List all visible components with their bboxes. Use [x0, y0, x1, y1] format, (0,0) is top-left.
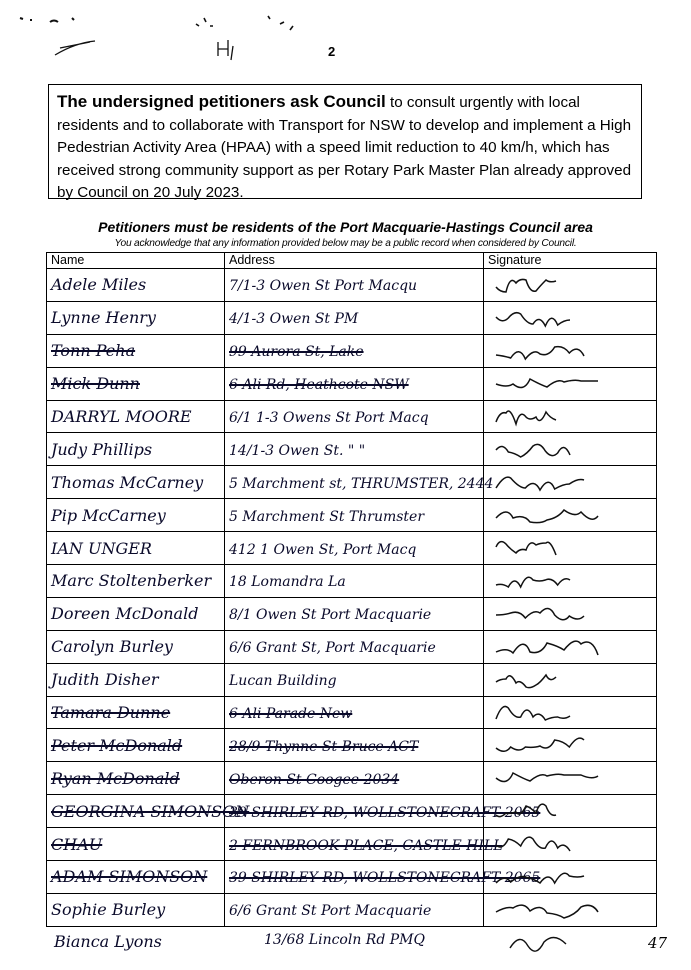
- signature-mark: [488, 500, 648, 530]
- petition-lead: The undersigned petitioners ask Council: [57, 92, 386, 111]
- signatory-name: [47, 795, 250, 828]
- signature-mark: [488, 698, 648, 728]
- signature-mark: [488, 303, 648, 333]
- address-text: 99 Aurora St, Lake: [229, 344, 364, 361]
- address-text: Lucan Building: [229, 673, 337, 690]
- table-row: [47, 269, 657, 302]
- table-row: [47, 893, 657, 926]
- signatory-name: [47, 301, 225, 334]
- table-row: [47, 630, 657, 663]
- address-text: 6/1 1-3 Owens St Port Macq: [229, 410, 429, 426]
- address-text: 412 1 Owen St, Port Macq: [229, 541, 417, 558]
- signatory-address: [225, 400, 484, 433]
- extra-address: 13/68 Lincoln Rd PMQ: [264, 932, 425, 948]
- signatory-address: [225, 828, 503, 861]
- signatory-name: [47, 696, 225, 729]
- signature-mark: [488, 730, 648, 760]
- signature-cell: [484, 762, 657, 795]
- header-signature: Signature: [484, 253, 657, 269]
- table-row: [47, 565, 657, 598]
- address-text: 8/1 Owen St Port Macquarie: [229, 607, 432, 624]
- top-handwritten-marks: [0, 0, 340, 70]
- table-row: [47, 663, 657, 696]
- signatory-name: [47, 400, 225, 433]
- petition-body: to consult urgently with local residents and to collaborate with Transport for NSW to develop and implement a High Pedestrian Activity Area (HPAA) with a speed limit reduction to 40 km/h, which has received strong community support as per Rotary Park Master Plan already approved by Council on 20 July 2023.: [57, 94, 632, 202]
- name-text: Pip McCarney: [51, 505, 166, 525]
- address-text: 14/1-3 Owen St. " ": [229, 442, 366, 459]
- signatory-name: [47, 861, 225, 894]
- address-text: 5 Marchment St Thrumster: [229, 508, 425, 525]
- page-tally-mark: 47: [648, 934, 668, 952]
- signatory-address: [225, 893, 484, 926]
- signatory-name: [47, 565, 225, 598]
- signature-mark: [504, 928, 574, 958]
- signature-cell: [484, 367, 657, 400]
- name-text: Judy Phillips: [51, 439, 153, 459]
- address-text: 6 Ali Parade New: [229, 706, 353, 723]
- address-text: 4/1-3 Owen St PM: [229, 311, 359, 328]
- signatory-address: [225, 269, 484, 302]
- address-text: 18 Lomandra La: [229, 574, 346, 591]
- address-text: 2 FERNBROOK PLACE, CASTLE HILL: [229, 837, 503, 854]
- page-number: 2: [328, 44, 336, 59]
- signatory-name: [47, 367, 225, 400]
- signatory-address: [225, 433, 484, 466]
- address-text: 39 SHIRLEY RD, WOLLSTONECRAFT 2065: [229, 870, 541, 887]
- signature-cell: [484, 828, 657, 861]
- signature-cell: [484, 334, 657, 367]
- header-address: Address: [225, 253, 484, 269]
- name-text: CHAU: [51, 834, 103, 854]
- signatory-name: [47, 663, 225, 696]
- name-text: Carolyn Burley: [51, 637, 173, 657]
- table-row: [47, 597, 657, 630]
- name-text: Ryan McDonald: [51, 768, 180, 788]
- signature-mark: [488, 763, 648, 793]
- table-row: [47, 334, 657, 367]
- table-row: [47, 499, 657, 532]
- signatory-address: [225, 663, 484, 696]
- name-text: Judith Disher: [51, 670, 159, 690]
- signatory-address: [225, 630, 484, 663]
- signatory-name: [47, 762, 225, 795]
- signature-mark: [488, 270, 648, 300]
- signature-mark: [488, 402, 648, 432]
- signature-mark: [488, 895, 648, 925]
- address-text: 6/6 Grant St, Port Macquarie: [229, 640, 436, 657]
- signature-cell: [484, 630, 657, 663]
- name-text: Sophie Burley: [51, 900, 166, 920]
- address-text: 5 Marchment st, THRUMSTER, 2444: [229, 475, 494, 492]
- signature-cell: [484, 696, 657, 729]
- name-text: GEORGINA SIMONSON: [51, 801, 250, 821]
- address-text: 6 Ali Rd, Heathcote NSW: [229, 377, 409, 394]
- signatory-address: [225, 367, 484, 400]
- residency-requirement: Petitioners must be residents of the Port Macquarie-Hastings Council area: [98, 219, 593, 235]
- table-row: [47, 696, 657, 729]
- table-row: [47, 301, 657, 334]
- signatory-name: [47, 828, 225, 861]
- signatory-address: [225, 532, 484, 565]
- signature-cell: [484, 301, 657, 334]
- signatory-name: [47, 532, 225, 565]
- signatory-address: [225, 861, 541, 894]
- signatory-name: [47, 597, 225, 630]
- signatory-address: [225, 499, 484, 532]
- signature-mark: [488, 533, 648, 563]
- signature-cell: [484, 466, 657, 499]
- name-text: DARRYL MOORE: [51, 407, 192, 426]
- table-row: [47, 861, 657, 894]
- signature-cell: [484, 433, 657, 466]
- address-text: 39 SHIRLEY RD, WOLLSTONECRAFT 2065: [229, 804, 541, 821]
- name-text: Tamara Dunne: [51, 703, 171, 723]
- signature-cell: [484, 565, 657, 598]
- name-text: IAN UNGER: [51, 538, 152, 558]
- signature-cell: [484, 400, 657, 433]
- table-row: [47, 828, 657, 861]
- signatory-name: [47, 269, 225, 302]
- signatory-address: [225, 762, 484, 795]
- address-text: Oberon St Coogee 2034: [229, 771, 400, 788]
- table-row: [47, 795, 657, 828]
- name-text: Thomas McCarney: [51, 472, 204, 492]
- signature-mark: [488, 829, 648, 859]
- signatory-address: [225, 466, 494, 499]
- name-text: Lynne Henry: [51, 308, 156, 328]
- extra-name: Bianca Lyons: [54, 932, 162, 951]
- table-row: [47, 532, 657, 565]
- signatory-address: [225, 729, 484, 762]
- table-row: [47, 367, 657, 400]
- signature-cell: [484, 532, 657, 565]
- signatory-name: [47, 630, 225, 663]
- name-text: Doreen McDonald: [51, 604, 199, 624]
- name-text: Marc Stoltenberker: [51, 571, 212, 591]
- name-text: Tonn Peha: [51, 341, 136, 361]
- signatory-name: [47, 466, 225, 499]
- address-text: 6/6 Grant St Port Macquarie: [229, 903, 432, 920]
- extra-signatory-row: [54, 928, 614, 958]
- signature-mark: [488, 336, 648, 366]
- signatory-address: [225, 795, 541, 828]
- signature-mark: [488, 632, 648, 662]
- signatory-address: [225, 565, 484, 598]
- signature-mark: [488, 566, 648, 596]
- table-row: [47, 762, 657, 795]
- signature-cell: [484, 269, 657, 302]
- address-text: 7/1-3 Owen St Port Macqu: [229, 278, 418, 295]
- name-text: ADAM SIMONSON: [51, 867, 208, 887]
- signatory-address: [225, 696, 484, 729]
- name-text: Adele Miles: [51, 275, 147, 295]
- petition-statement: [48, 84, 642, 202]
- name-text: Peter McDonald: [51, 735, 183, 755]
- signature-cell: [484, 663, 657, 696]
- signatory-address: [225, 334, 484, 367]
- signature-mark: [488, 369, 648, 399]
- signatory-address: [225, 301, 484, 334]
- signature-mark: [488, 434, 648, 464]
- signature-cell: [484, 597, 657, 630]
- signature-cell: [484, 893, 657, 926]
- table-row: [47, 400, 657, 433]
- table-row: [47, 433, 657, 466]
- table-header-row: [47, 253, 657, 269]
- signature-mark: [488, 665, 648, 695]
- public-record-notice: You acknowledge that any information provided below may be a public record when considered by Council.: [114, 238, 577, 249]
- table-row: [47, 729, 657, 762]
- signature-mark: [488, 599, 648, 629]
- header-name: Name: [47, 253, 225, 269]
- signature-mark: [488, 467, 648, 497]
- name-text: Mick Dunn: [51, 374, 140, 394]
- table-row: [47, 466, 657, 499]
- signature-table: [46, 252, 657, 927]
- signature-cell: [484, 499, 657, 532]
- signatory-name: [47, 499, 225, 532]
- signatory-name: [47, 893, 225, 926]
- signatory-address: [225, 597, 484, 630]
- signatory-name: [47, 334, 225, 367]
- signatory-name: [47, 729, 225, 762]
- signature-cell: [484, 729, 657, 762]
- signatory-name: [47, 433, 225, 466]
- address-text: 28/9 Thynne St Bruce ACT: [229, 738, 419, 755]
